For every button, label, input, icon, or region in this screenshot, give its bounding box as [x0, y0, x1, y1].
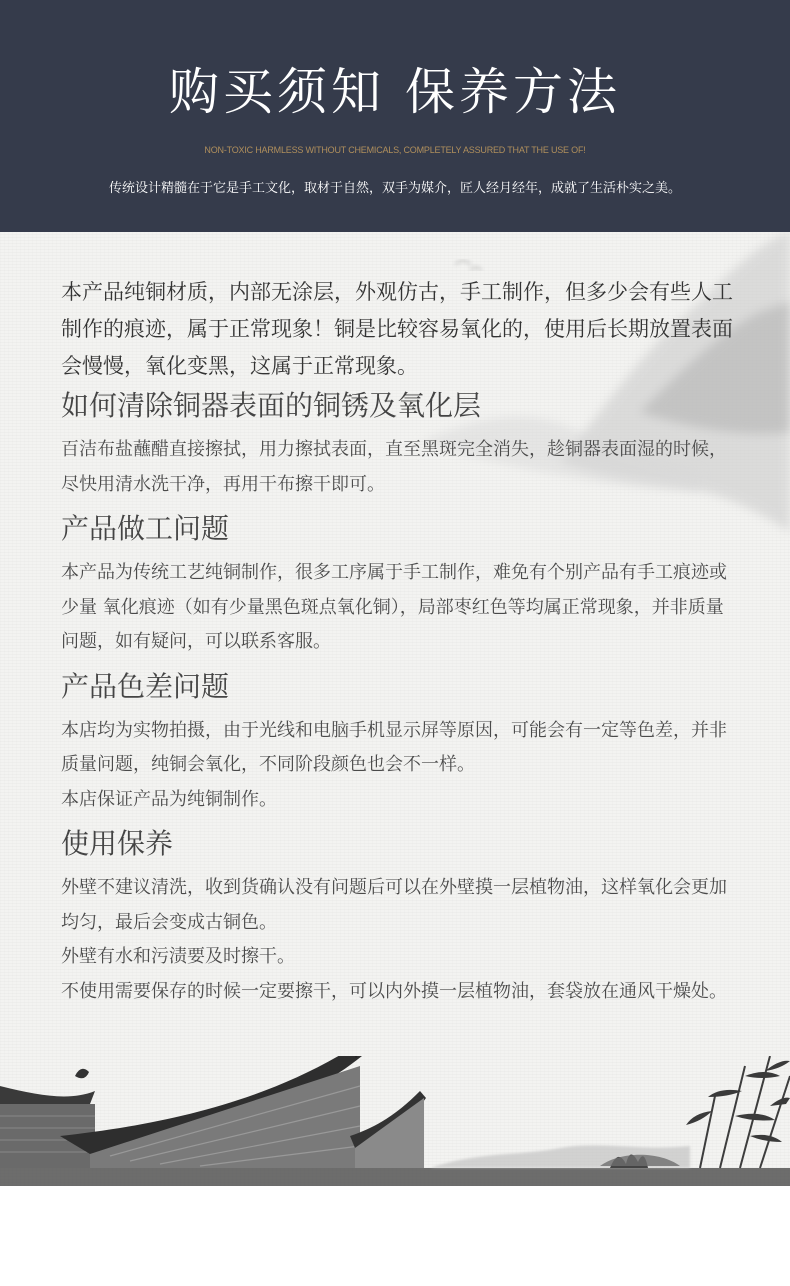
header-banner — [0, 0, 790, 232]
section-paragraph: 外壁有水和污渍要及时擦干。 — [61, 946, 295, 967]
content-area — [61, 274, 741, 1009]
paper-background — [0, 232, 790, 1186]
page-title: 购买须知 保养方法 — [169, 63, 621, 121]
section-paragraph: 不使用需要保存的时候一定要擦干，可以内外摸一层植物油，套袋放在通风干燥处。 — [61, 980, 727, 1002]
intro-paragraph: 本产品纯铜材质，内部无涂层，外观仿古，手工制作，但多少会有些人工制作的痕迹，属于正常现象！铜是比较容易氧化的，使用后长期放置表面会慢慢，氧化变黑，这属于正常现象。 — [61, 280, 733, 378]
section-heading-maintenance: 使用保养 — [61, 827, 174, 860]
english-subtitle: NON-TOXIC HARMLESS WITHOUT CHEMICALS, COMPLETELY ASSURED THAT THE USE OF! — [204, 145, 586, 155]
section-heading-cleaning: 如何清除铜器表面的铜锈及氧化层 — [61, 389, 482, 422]
section-paragraph: 外壁不建议清洗，收到货确认没有问题后可以在外壁摸一层植物油，这样氧化会更加均匀，最后会变成古铜色。 — [61, 877, 727, 933]
section-heading-workmanship: 产品做工问题 — [61, 512, 230, 545]
section-paragraph: 百洁布盐蘸醋直接擦拭，用力擦拭表面，直至黑斑完全消失，趁铜器表面湿的时候，尽快用清水洗干净，再用干布擦干即可。 — [61, 439, 727, 495]
chinese-subtitle: 传统设计精髓在于它是手工文化，取材于自然，双手为媒介，匠人经月经年，成就了生活朴实之美。 — [108, 181, 681, 196]
section-paragraph: 本店均为实物拍摄，由于光线和电脑手机显示屏等原因，可能会有一定等色差，并非质量问题，纯铜会氧化，不同阶段颜色也会不一样。 — [61, 719, 727, 775]
section-heading-color-difference: 产品色差问题 — [61, 669, 230, 703]
rooftop-bamboo-illustration — [0, 1056, 790, 1186]
section-paragraph: 本店保证产品为纯铜制作。 — [61, 788, 277, 810]
section-paragraph: 本产品为传统工艺纯铜制作，很多工序属于手工制作，难免有个别产品有手工痕迹或少量 氧化痕迹（如有少量黑色斑点氧化铜），局部枣红色等均属正常现象，并非质量问题，如有疑问，可以联系客服。 — [61, 562, 727, 652]
